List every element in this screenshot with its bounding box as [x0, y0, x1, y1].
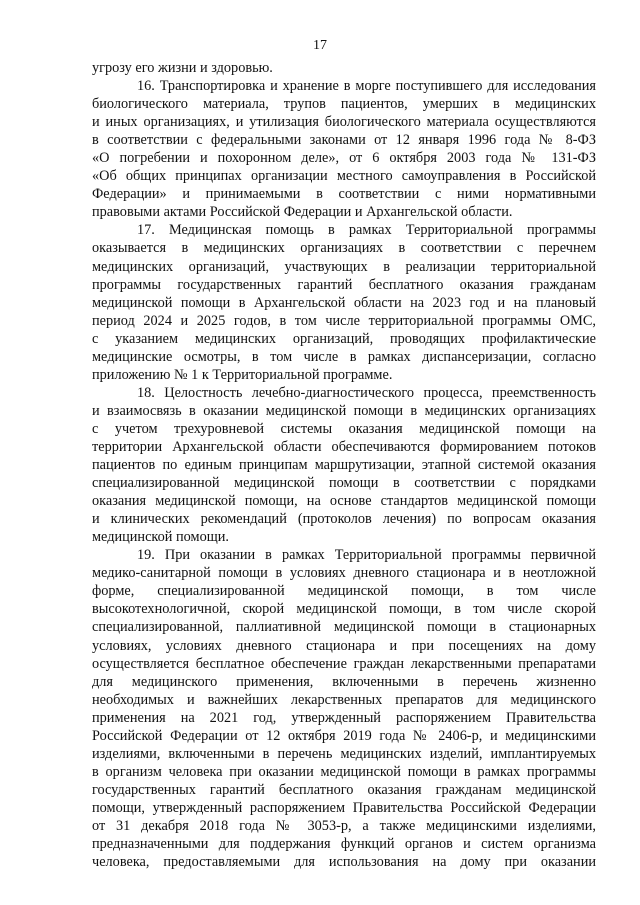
text-line: осуществляется бесплатное обеспечение граждан лекарственными препаратами — [92, 655, 596, 672]
text-line: медицинских организаций, участвующих в реализации территориальной — [92, 258, 596, 275]
text-line: помощи, утвержденный распоряжением Правительства Российской Федерации — [92, 799, 596, 816]
text-line: изделиями, включенными в перечень медицинских изделий, имплантируемых — [92, 745, 596, 762]
text-line: государственных гарантий бесплатного оказания гражданам медицинской — [92, 781, 596, 798]
text-line: «О погребении и похоронном деле», от 6 октября 2003 года № 131-ФЗ — [92, 150, 596, 167]
text-line: программы государственных гарантий бесплатного оказания гражданам — [92, 276, 596, 293]
text-line: высокотехнологичной, скорой медицинской помощи, в том числе скорой — [92, 601, 596, 618]
text-line: оказывается в медицинских организациях в соответствии с перечнем — [92, 240, 596, 257]
text-line: «Об общих принципах организации местного самоуправления в Российской — [92, 168, 596, 185]
paragraph-first-line: 19. При оказании в рамках Территориальной программы первичной — [137, 547, 596, 564]
text-line: человека, предоставляемыми для использования на дому при оказании — [92, 854, 596, 871]
text-line: медико-санитарной помощи в условиях дневного стационара и в неотложной — [92, 565, 596, 582]
paragraph-first-line: 17. Медицинская помощь в рамках Территориальной программы — [137, 222, 596, 239]
page-number: 17 — [313, 38, 327, 53]
text-line: в организм человека при оказании медицинской помощи в рамках программы — [92, 763, 596, 780]
text-line: угрозу его жизни и здоровью. — [92, 60, 273, 76]
text-line: и иных организациях, и утилизация биологического материала осуществляются — [92, 114, 596, 131]
text-line: правовыми актами Российской Федерации и Архангельской области. — [92, 204, 513, 221]
document-body — [92, 59, 596, 871]
text-line: период 2024 и 2025 годов, в том числе территориальной программы ОМС, — [92, 312, 596, 329]
text-line: в соответствии с федеральными законами от 12 января 1996 года № 8-ФЗ — [92, 132, 596, 149]
text-line: оказания медицинской помощи, на основе стандартов медицинской помощи — [92, 493, 596, 510]
text-line: необходимых и важнейших лекарственных препаратов для медицинского — [92, 691, 596, 708]
text-line: территории Архангельской области обеспечиваются формированием потоков — [92, 438, 596, 455]
paragraph-first-line: 16. Транспортировка и хранение в морге поступившего для исследования — [137, 78, 596, 95]
text-line: и взаимосвязь в оказании медицинской помощи в медицинских организациях — [92, 402, 596, 419]
text-line: Федерации» и принимаемыми в соответствии с ними нормативными — [92, 186, 596, 203]
text-line: применения на 2021 год, утвержденный распоряжением Правительства — [92, 709, 596, 726]
text-line: и клинических рекомендаций (протоколов лечения) по вопросам оказания — [92, 511, 596, 528]
text-line: предназначенными для поддержания функций органов и систем организма — [92, 836, 596, 853]
paragraph-first-line: 18. Целостность лечебно-диагностического процесса, преемственность — [137, 384, 596, 401]
text-line: специализированной, паллиативной медицинской помощи в стационарных — [92, 619, 596, 636]
text-line: с указанием медицинских организаций, проводящих профилактические — [92, 330, 596, 347]
text-line: медицинские осмотры, в том числе в рамках диспансеризации, согласно — [92, 348, 596, 365]
text-line: пациентов по единым принципам маршрутизации, этапной системой оказания — [92, 457, 596, 474]
text-line: приложению № 1 к Территориальной программе. — [92, 366, 393, 383]
text-line: форме, специализированной медицинской помощи, в том числе — [92, 583, 596, 600]
text-line: медицинской помощи. — [92, 529, 229, 546]
text-line: с учетом трехуровневой системы оказания медицинской помощи на — [92, 420, 596, 437]
text-line: для медицинского применения, включенными в перечень жизненно — [92, 673, 596, 690]
text-line: от 31 декабря 2018 года № 3053-р, а также медицинскими изделиями, — [92, 817, 596, 834]
text-line: условиях, условиях дневного стационара и при посещениях на дому — [92, 637, 596, 654]
text-line: специализированной медицинской помощи в соответствии с порядками — [92, 475, 596, 492]
text-line: биологического материала, трупов пациентов, умерших в медицинских — [92, 96, 596, 113]
text-line: медицинской помощи в Архангельской области на 2023 год и на плановый — [92, 294, 596, 311]
text-line: Российской Федерации от 12 октября 2019 года № 2406-р, и медицинскими — [92, 727, 596, 744]
